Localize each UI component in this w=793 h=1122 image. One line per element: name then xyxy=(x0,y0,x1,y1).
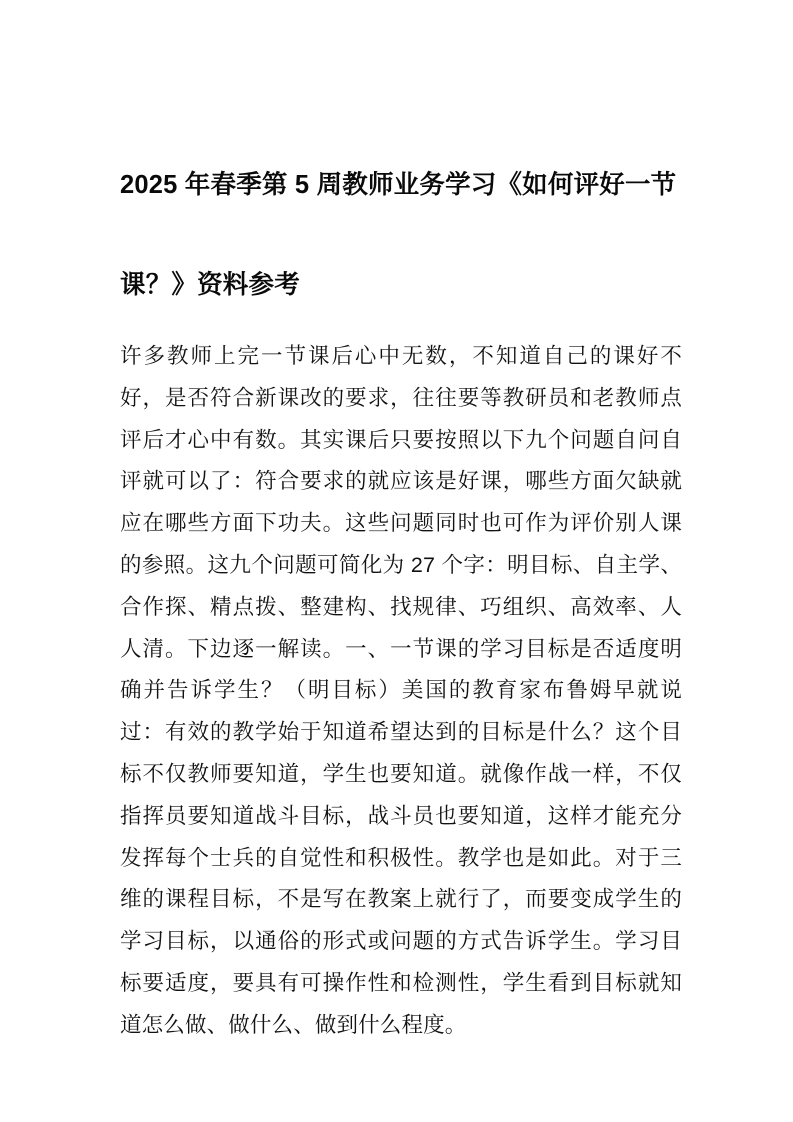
page-title: 2025 年春季第 5 周教师业务学习《如何评好一节课？》资料参考 xyxy=(120,171,677,300)
document-body-paragraph: 许多教师上完一节课后心中无数，不知道自己的课好不好，是否符合新课改的要求，往往要等教研员和老教师点评后才心中有数。其实课后只要按照以下九个问题自问自评就可以了：符合要求的就应该是好课，哪些方面欠缺就应在哪些方面下功夫。这些问题同时也可作为评价别人课的参照。这九个问题可简化为 27 个字：明目标、自主学、合作探、精点拨、整建构、找规律、巧组织、高效率、人人清。下边逐一解读。一、一节课的学习目标是否适度明确并告诉学生？（明目标）美国的教育家布鲁姆早就说过：有效的教学始于知道希望达到的目标是什么？这个目标不仅教师要知道，学生也要知道。就像作战一样，不仅指挥员要知道战斗目标，战斗员也要知道，这样才能充分发挥每个士兵的自觉性和积极性。教学也是如此。对于三维的课程目标，不是写在教案上就行了，而要变成学生的学习目标，以通俗的形式或问题的方式告诉学生。学习目标要适度，要具有可操作性和检测性，学生看到目标就知道怎么做、做什么、做到什么程度。 xyxy=(120,344,682,1037)
